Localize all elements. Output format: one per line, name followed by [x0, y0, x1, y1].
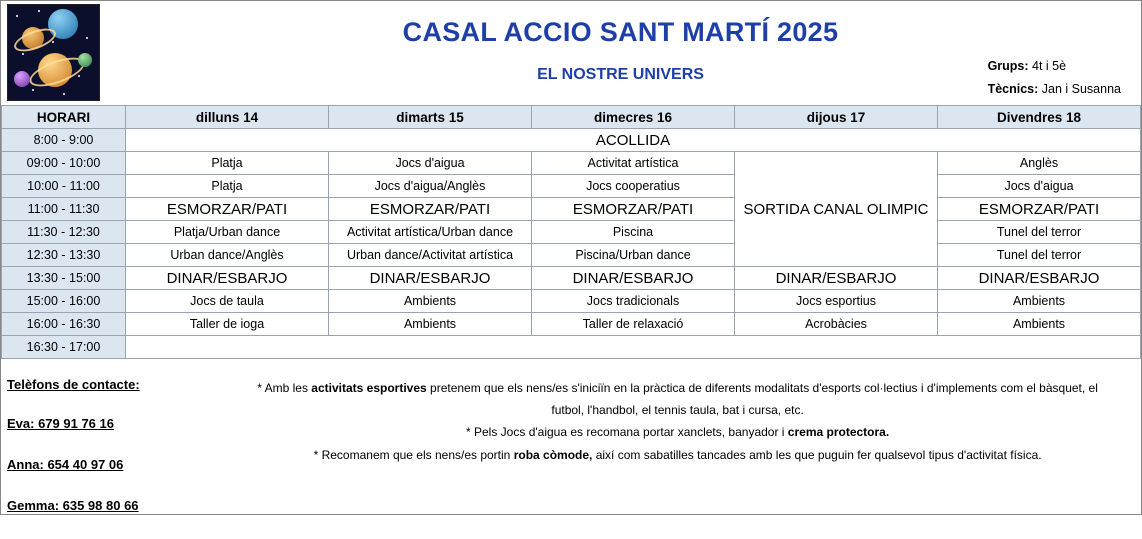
contacts-title: Telèfons de contacte: [7, 377, 140, 392]
technicians-value: Jan i Susanna [1041, 82, 1121, 96]
contact-entry: Anna: 654 40 97 06 [7, 457, 124, 472]
page-title: CASAL ACCIO SANT MARTÍ 2025 [402, 17, 839, 47]
activity-cell: Jocs d'aigua/Anglès [329, 175, 532, 198]
activity-cell: ESMORZAR/PATI [329, 198, 532, 221]
document-header [1, 1, 1141, 105]
column-header-day: dimecres 16 [532, 106, 735, 129]
table-row [2, 267, 1141, 290]
activity-cell: Piscina [532, 221, 735, 244]
row-span-cell: ACOLLIDA [126, 129, 1141, 152]
space-planets-logo-icon [7, 4, 100, 101]
contact-entry: Eva: 679 91 76 16 [7, 416, 114, 431]
activity-cell: ESMORZAR/PATI [126, 198, 329, 221]
column-header-day: dijous 17 [735, 106, 938, 129]
groups-label: Grups: [987, 59, 1029, 73]
contact-entry: Gemma: 635 98 80 66 [7, 498, 139, 513]
activity-cell: Acrobàcies [735, 313, 938, 336]
row-hour-cell: 11:30 - 12:30 [2, 221, 126, 244]
activity-cell: Jocs cooperatius [532, 175, 735, 198]
activity-cell: Activitat artística/Urban dance [329, 221, 532, 244]
page-subtitle: EL NOSTRE UNIVERS [537, 66, 704, 83]
table-row [2, 244, 1141, 267]
activity-cell: Ambients [329, 290, 532, 313]
activity-cell: Platja/Urban dance [126, 221, 329, 244]
activity-cell: DINAR/ESBARJO [126, 267, 329, 290]
table-body [2, 129, 1141, 359]
table-row [2, 313, 1141, 336]
activity-cell: Jocs d'aigua [938, 175, 1141, 198]
column-header-day: Divendres 18 [938, 106, 1141, 129]
activity-cell: Ambients [938, 290, 1141, 313]
activity-cell: DINAR/ESBARJO [532, 267, 735, 290]
table-row [2, 290, 1141, 313]
row-hour-cell: 16:30 - 17:00 [2, 336, 126, 359]
activity-cell: Urban dance/Anglès [126, 244, 329, 267]
table-row [2, 175, 1141, 198]
groups-value: 4t i 5è [1032, 59, 1067, 73]
groups-line [988, 59, 1121, 73]
activity-cell: DINAR/ESBARJO [735, 267, 938, 290]
column-header-hour: HORARI [2, 106, 126, 129]
activity-cell: Platja [126, 152, 329, 175]
activity-cell: Jocs d'aigua [329, 152, 532, 175]
row-hour-cell: 11:00 - 11:30 [2, 198, 126, 221]
note-line: * Amb les activitats esportives pretenem que els nens/es s'iniciïn en la pràctica de diferents modalitats d'esports col·lectius i d'implements com el bàsquet, el futbol, l'handbol, el tennis taula, bat i cursa, etc. [257, 381, 1098, 418]
activity-cell: Jocs tradicionals [532, 290, 735, 313]
activity-cell: Taller de ioga [126, 313, 329, 336]
activity-cell: Jocs esportius [735, 290, 938, 313]
row-hour-cell: 8:00 - 9:00 [2, 129, 126, 152]
activity-cell: Anglès [938, 152, 1141, 175]
activity-cell: Platja [126, 175, 329, 198]
activity-cell: Jocs de taula [126, 290, 329, 313]
table-row [2, 198, 1141, 221]
weekly-schedule-table [1, 105, 1141, 359]
activity-cell: DINAR/ESBARJO [938, 267, 1141, 290]
note-line: * Recomanem que els nens/es portin roba còmode, així com sabatilles tancades amb les que puguin fer qualsevol tipus d'activitat física. [313, 447, 1042, 462]
title-block [100, 1, 1141, 84]
activity-cell: Taller de relaxació [532, 313, 735, 336]
row-hour-cell: 13:30 - 15:00 [2, 267, 126, 290]
activity-cell: Tunel del terror [938, 244, 1141, 267]
activity-cell: Ambients [329, 313, 532, 336]
activity-cell: Ambients [938, 313, 1141, 336]
activity-cell: DINAR/ESBARJO [329, 267, 532, 290]
row-hour-cell: 09:00 - 10:00 [2, 152, 126, 175]
row-hour-cell: 16:00 - 16:30 [2, 313, 126, 336]
activity-cell: SORTIDA CANAL OLIMPIC [735, 152, 938, 267]
row-hour-cell: 15:00 - 16:00 [2, 290, 126, 313]
table-row [2, 129, 1141, 152]
activity-cell: Urban dance/Activitat artística [329, 244, 532, 267]
meta-block [988, 59, 1121, 105]
row-span-cell [126, 336, 1141, 359]
activity-cell: Tunel del terror [938, 221, 1141, 244]
table-row [2, 221, 1141, 244]
row-hour-cell: 12:30 - 13:30 [2, 244, 126, 267]
column-header-day: dimarts 15 [329, 106, 532, 129]
row-hour-cell: 10:00 - 11:00 [2, 175, 126, 198]
activity-cell: Activitat artística [532, 152, 735, 175]
technicians-line [988, 82, 1121, 96]
activity-cell: ESMORZAR/PATI [532, 198, 735, 221]
activity-cell: ESMORZAR/PATI [938, 198, 1141, 221]
technicians-label: Tècnics: [987, 82, 1039, 96]
note-line: * Pels Jocs d'aigua es recomana portar xanclets, banyador i crema protectora. [466, 425, 890, 440]
column-header-day: dilluns 14 [126, 106, 329, 129]
table-row [2, 152, 1141, 175]
activity-cell: Piscina/Urban dance [532, 244, 735, 267]
table-header-row [2, 106, 1141, 129]
table-row [2, 336, 1141, 359]
